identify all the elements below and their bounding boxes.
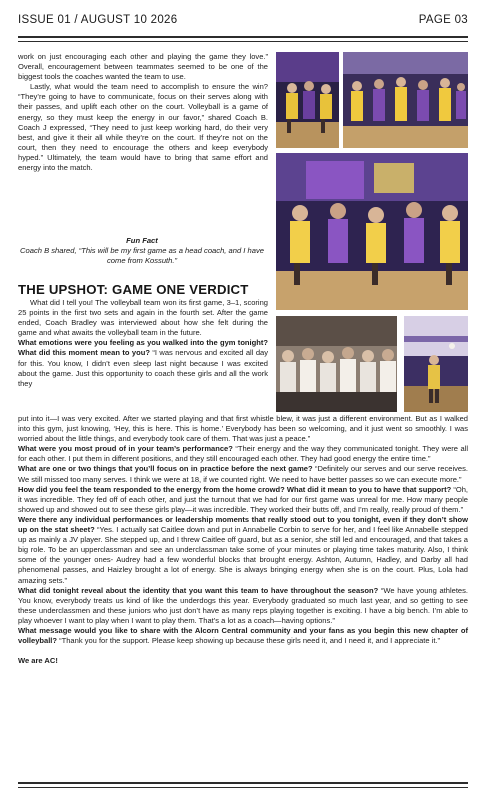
team-celebration-photo	[343, 52, 468, 148]
upshot-column-text	[18, 298, 268, 389]
answer-1-part-1: “I was nervous and excited all day for this. You know, I didn’t even sleep last night because I was excited about the game. Just this opportunity to coach these girls and all the work they	[18, 348, 268, 388]
answer-6: “We have young athletes. You know, everybody treats us kind of like the underdogs this year. Everybody graduated so much last year, and so getting to see these underclassmen and these juniors who just don’t have as many reps playing together is exciting. I have a big bench. I’m able to play whoever I want to play when I want to play them. That’s a lot as a coach—having options.”	[18, 585, 468, 625]
intro-paragraph-1: work on just encouraging each other and playing the game they love.” Overall, encouragement between teammates seemed to be one of the biggest tools the coaches wanted the team to use.	[18, 52, 268, 82]
players-cheering-photo	[276, 153, 468, 310]
header-rule-thick	[18, 36, 468, 38]
question-1: What emotions were you feeling as you walked into the gym tonight? What did this moment mean to you?	[18, 338, 268, 358]
section-heading: THE UPSHOT: GAME ONE VERDICT	[18, 282, 249, 297]
question-4: How did you feel the team responded to the energy from the home crowd? What did it mean to you to have that support?	[18, 484, 452, 494]
team-huddle-photo	[276, 52, 339, 148]
page-header	[18, 10, 468, 32]
question-3: What are one or two things that you’ll focus on in practice before the next game?	[18, 464, 313, 474]
header-rule-thin	[18, 41, 468, 42]
student-section-photo	[276, 316, 397, 412]
fun-fact-title: Fun Fact	[126, 236, 158, 245]
upshot-intro: What did I tell you! The volleyball team won its first game, 3–1, scoring 25 points in the first two sets and again in the fourth set. After the game ended, Coach Bradley was interviewed about how she felt during the game and what awaits the volleyball team in the future.	[18, 298, 268, 338]
question-6: What did tonight reveal about the identity that you want this team to have throughout the season?	[18, 585, 379, 595]
answer-1-part-2: put into it—I was very excited. After we started playing and that first whistle blew, it was just a different environment. But as I walked into this gym, just knowing, ‘Hey, this is here. This is home.’ Everybody has been so welcoming, and it just went so smoothly. I was worried about the little things, and everybody took care of them. That was just a peace.”	[18, 414, 468, 444]
footer-rule-thick	[18, 782, 468, 784]
fun-fact-text: Coach B shared, “This will be my first game as a head coach, and I have come from Kossuth.”	[20, 246, 264, 266]
intro-text	[18, 52, 268, 173]
answer-7: “Thank you for the support. Please keep showing up because these girls need it, and I need it, and I appreciate it.”	[57, 636, 441, 646]
answer-5: “Yes. I actually sat Caitlee down and put in Annabelle Corbin to serve for her, and I feel like Annabelle stepped up as mainly a JV player. She stepped up, and I threw Caitlee off guard, but as a senior, she still led and encouraged, and that takes a big role. To be an upperclassman and see an underclassman take some of your minutes or playing time takes maturity. Also, I think some of the younger ones- Audrey had a few wonderful blocks that brought energy. Ashton, Autumn, Hadley, and Darby all had phenomenal passes, and Haizley brought a lot of energy. She is always bringing energy when she is on the court. Plus, Lola had amazing sets.”	[18, 525, 468, 585]
footer-rule-thin	[18, 787, 468, 788]
interview-text	[18, 414, 468, 666]
intro-paragraph-2: Lastly, what would the team need to accomplish to ensure the win? “They’re going to have to communicate, focus on their serves along with their passes, and uplift each other on the court. Volleyball is a game of energy, so they must keep the energy in our favor,” shared Coach B. Coach J expressed, “They need to just keep working hard, do their very best, and give it their all while they’re on the court. If they’re not on the court, then they need to encourage the others and keep everybody hyped.” Ultimately, the team would have to bring that same effort and energy into the match.	[18, 82, 268, 173]
question-2: What were you most proud of in your team’s performance?	[18, 444, 233, 454]
closing-line: We are AC!	[18, 656, 58, 666]
issue-date: ISSUE 01 / AUGUST 10 2026	[18, 14, 178, 26]
question-7: What message would you like to share with the Alcorn Central community and your fans as you begin this new chapter of volleyball?	[18, 625, 468, 646]
page-number: PAGE 03	[418, 14, 468, 26]
answer-3: “Definitely our serves and our serve receives. We still missed too many serves. I think we were at 18, if we counted right. We need to have better passes so we can execute more.”	[18, 464, 468, 484]
answer-4: “Oh, it was incredible. They fed off of each other, and just the turnout that we had for our first game was unreal for me. How many people showed up and showed out to see these girls play—it was incredible. They worked their butts off, and I’m really, really proud of them.”	[18, 484, 468, 514]
answer-2: “Their energy and the way they communicated tonight. They were all for each other. I put them in different positions, and they still encouraged each other. They had good energy the entire time.”	[18, 444, 469, 464]
fun-fact-box	[18, 236, 266, 267]
serve-action-photo	[404, 316, 468, 412]
question-5: Were there any individual performances or leadership moments that really stood out to you tonight, even if they don’t show up on the stat sheet?	[18, 514, 468, 535]
